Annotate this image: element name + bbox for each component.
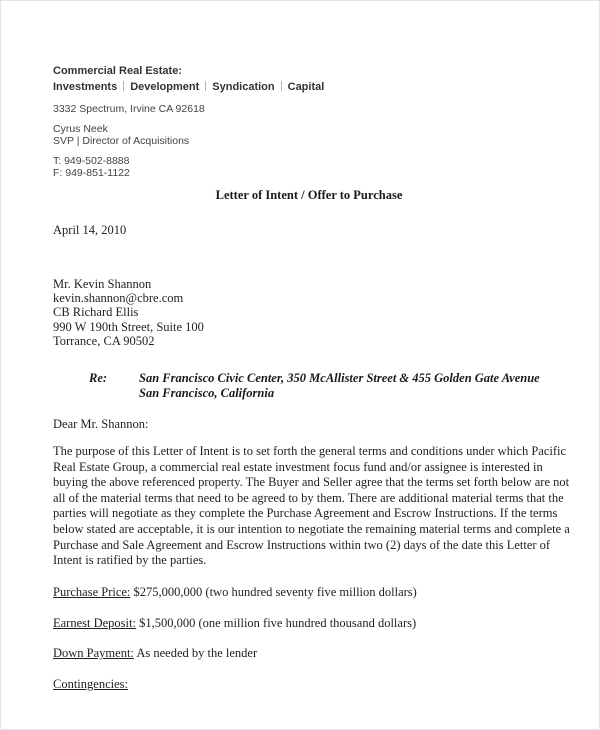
letterhead-divisions xyxy=(53,81,565,94)
divider-bar xyxy=(123,81,124,91)
division-development: Development xyxy=(130,81,200,93)
letterhead-phones xyxy=(53,155,565,179)
fax-line: F: 949-851-1122 xyxy=(53,167,130,179)
division-syndication: Syndication xyxy=(212,81,275,93)
recipient-company: CB Richard Ellis xyxy=(53,305,139,320)
term-contingencies xyxy=(53,677,565,691)
letterhead xyxy=(53,65,565,179)
re-block xyxy=(53,371,565,400)
letter-title: Letter of Intent / Offer to Purchase xyxy=(215,188,403,202)
phone-line: T: 949-502-8888 xyxy=(53,155,130,167)
term-earnest-deposit xyxy=(53,616,565,630)
divider-bar xyxy=(281,81,282,91)
contact-name: Cyrus Neek xyxy=(53,123,108,135)
division-capital: Capital xyxy=(287,81,325,93)
term-purchase-price xyxy=(53,585,565,599)
letterhead-heading: Commercial Real Estate: xyxy=(53,65,182,77)
recipient-street: 990 W 190th Street, Suite 100 xyxy=(53,319,204,334)
term-value: $275,000,000 (two hundred seventy five million dollars) xyxy=(130,585,417,600)
term-label: Earnest Deposit: xyxy=(53,615,136,630)
term-label: Down Payment: xyxy=(53,646,134,661)
recipient-city: Torrance, CA 90502 xyxy=(53,333,155,348)
re-subject-line2: San Francisco, California xyxy=(139,385,275,400)
term-value: As needed by the lender xyxy=(133,646,258,661)
term-value: $1,500,000 (one million five hundred thousand dollars) xyxy=(135,615,417,630)
recipient-email: kevin.shannon@cbre.com xyxy=(53,291,184,306)
term-label: Purchase Price: xyxy=(53,585,131,600)
contact-title: SVP | Director of Acquisitions xyxy=(53,135,190,147)
recipient-block xyxy=(53,277,565,348)
term-down-payment xyxy=(53,646,565,660)
re-subject-line1: San Francisco Civic Center, 350 McAllister Street & 455 Golden Gate Avenue xyxy=(139,371,540,386)
salutation: Dear Mr. Shannon: xyxy=(53,417,149,432)
letterhead-contact xyxy=(53,123,565,147)
divider-bar xyxy=(205,81,206,91)
re-label: Re: xyxy=(89,371,108,386)
letterhead-address: 3332 Spectrum, Irvine CA 92618 xyxy=(53,103,205,115)
term-label: Contingencies: xyxy=(53,676,128,691)
division-investments: Investments xyxy=(53,81,118,93)
body-paragraph: The purpose of this Letter of Intent is to set forth the general terms and conditions under which Pacific Real Estate Group, a commercial real estate investment focus fund and/or assignee is interested in buying the above referenced property. The Buyer and Seller agree that the terms set forth below are not all of the material terms that need to be agreed to by them. There are additional material terms that the parties will negotiate as they complete the Purchase Agreement and Escrow Instructions. If the terms below stated are acceptable, it is our intention to negotiate the remaining material terms and complete a Purchase and Sale Agreement and Escrow Instructions within two (2) days of the date this Letter of Intent is ratified by the parties. xyxy=(53,444,570,568)
recipient-name: Mr. Kevin Shannon xyxy=(53,277,152,291)
letter-date: April 14, 2010 xyxy=(53,223,127,237)
re-subject xyxy=(139,371,540,400)
